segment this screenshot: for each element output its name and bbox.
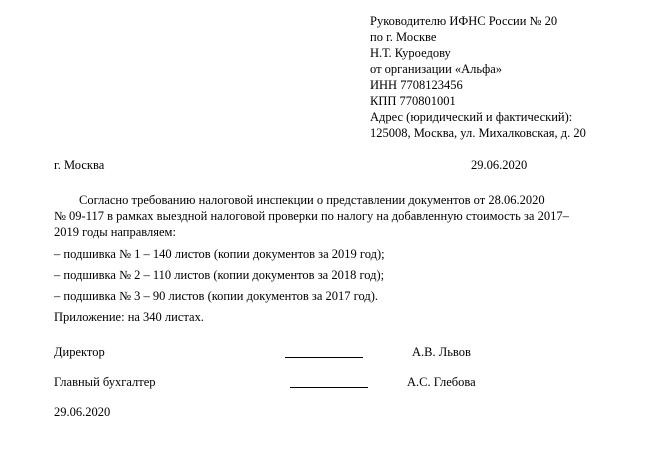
list-item-bundle-1: – подшивка № 1 – 140 листов (копии документов за 2019 год); <box>54 247 385 261</box>
document-place: г. Москва <box>54 158 105 172</box>
addressee-line-head: Руководителю ИФНС России № 20 <box>370 14 558 28</box>
list-item-bundle-2: – подшивка № 2 – 110 листов (копии документов за 2018 год); <box>54 268 385 282</box>
document-date: 29.06.2020 <box>471 158 528 172</box>
attachment-note: Приложение: на 340 листах. <box>54 310 204 324</box>
signature-position-director: Директор <box>54 345 105 359</box>
addressee-line-org: от организации «Альфа» <box>370 62 503 76</box>
footer-date: 29.06.2020 <box>54 405 111 419</box>
body-paragraph-line: № 09-117 в рамках выездной налоговой проверки по налогу на добавленную стоимость за 2017– <box>54 209 569 223</box>
signature-name-accountant: А.С. Глебова <box>407 375 476 389</box>
signature-line-director <box>285 357 363 358</box>
signature-name-director: А.В. Львов <box>412 345 471 359</box>
addressee-line-address: 125008, Москва, ул. Михалковская, д. 20 <box>370 126 586 140</box>
addressee-line-city: по г. Москве <box>370 30 437 44</box>
body-paragraph-line: 2019 годы направляем: <box>54 225 176 239</box>
signature-line-accountant <box>290 387 368 388</box>
body-paragraph-line: Согласно требованию налоговой инспекции о представлении документов от 28.06.2020 <box>79 193 545 207</box>
signature-position-accountant: Главный бухгалтер <box>54 375 156 389</box>
list-item-bundle-3: – подшивка № 3 – 90 листов (копии документов за 2017 год). <box>54 289 379 303</box>
addressee-line-address-label: Адрес (юридический и фактический): <box>370 110 573 124</box>
addressee-line-kpp: КПП 770801001 <box>370 94 456 108</box>
addressee-line-inn: ИНН 7708123456 <box>370 78 463 92</box>
addressee-line-name: Н.Т. Куроедову <box>370 46 451 60</box>
